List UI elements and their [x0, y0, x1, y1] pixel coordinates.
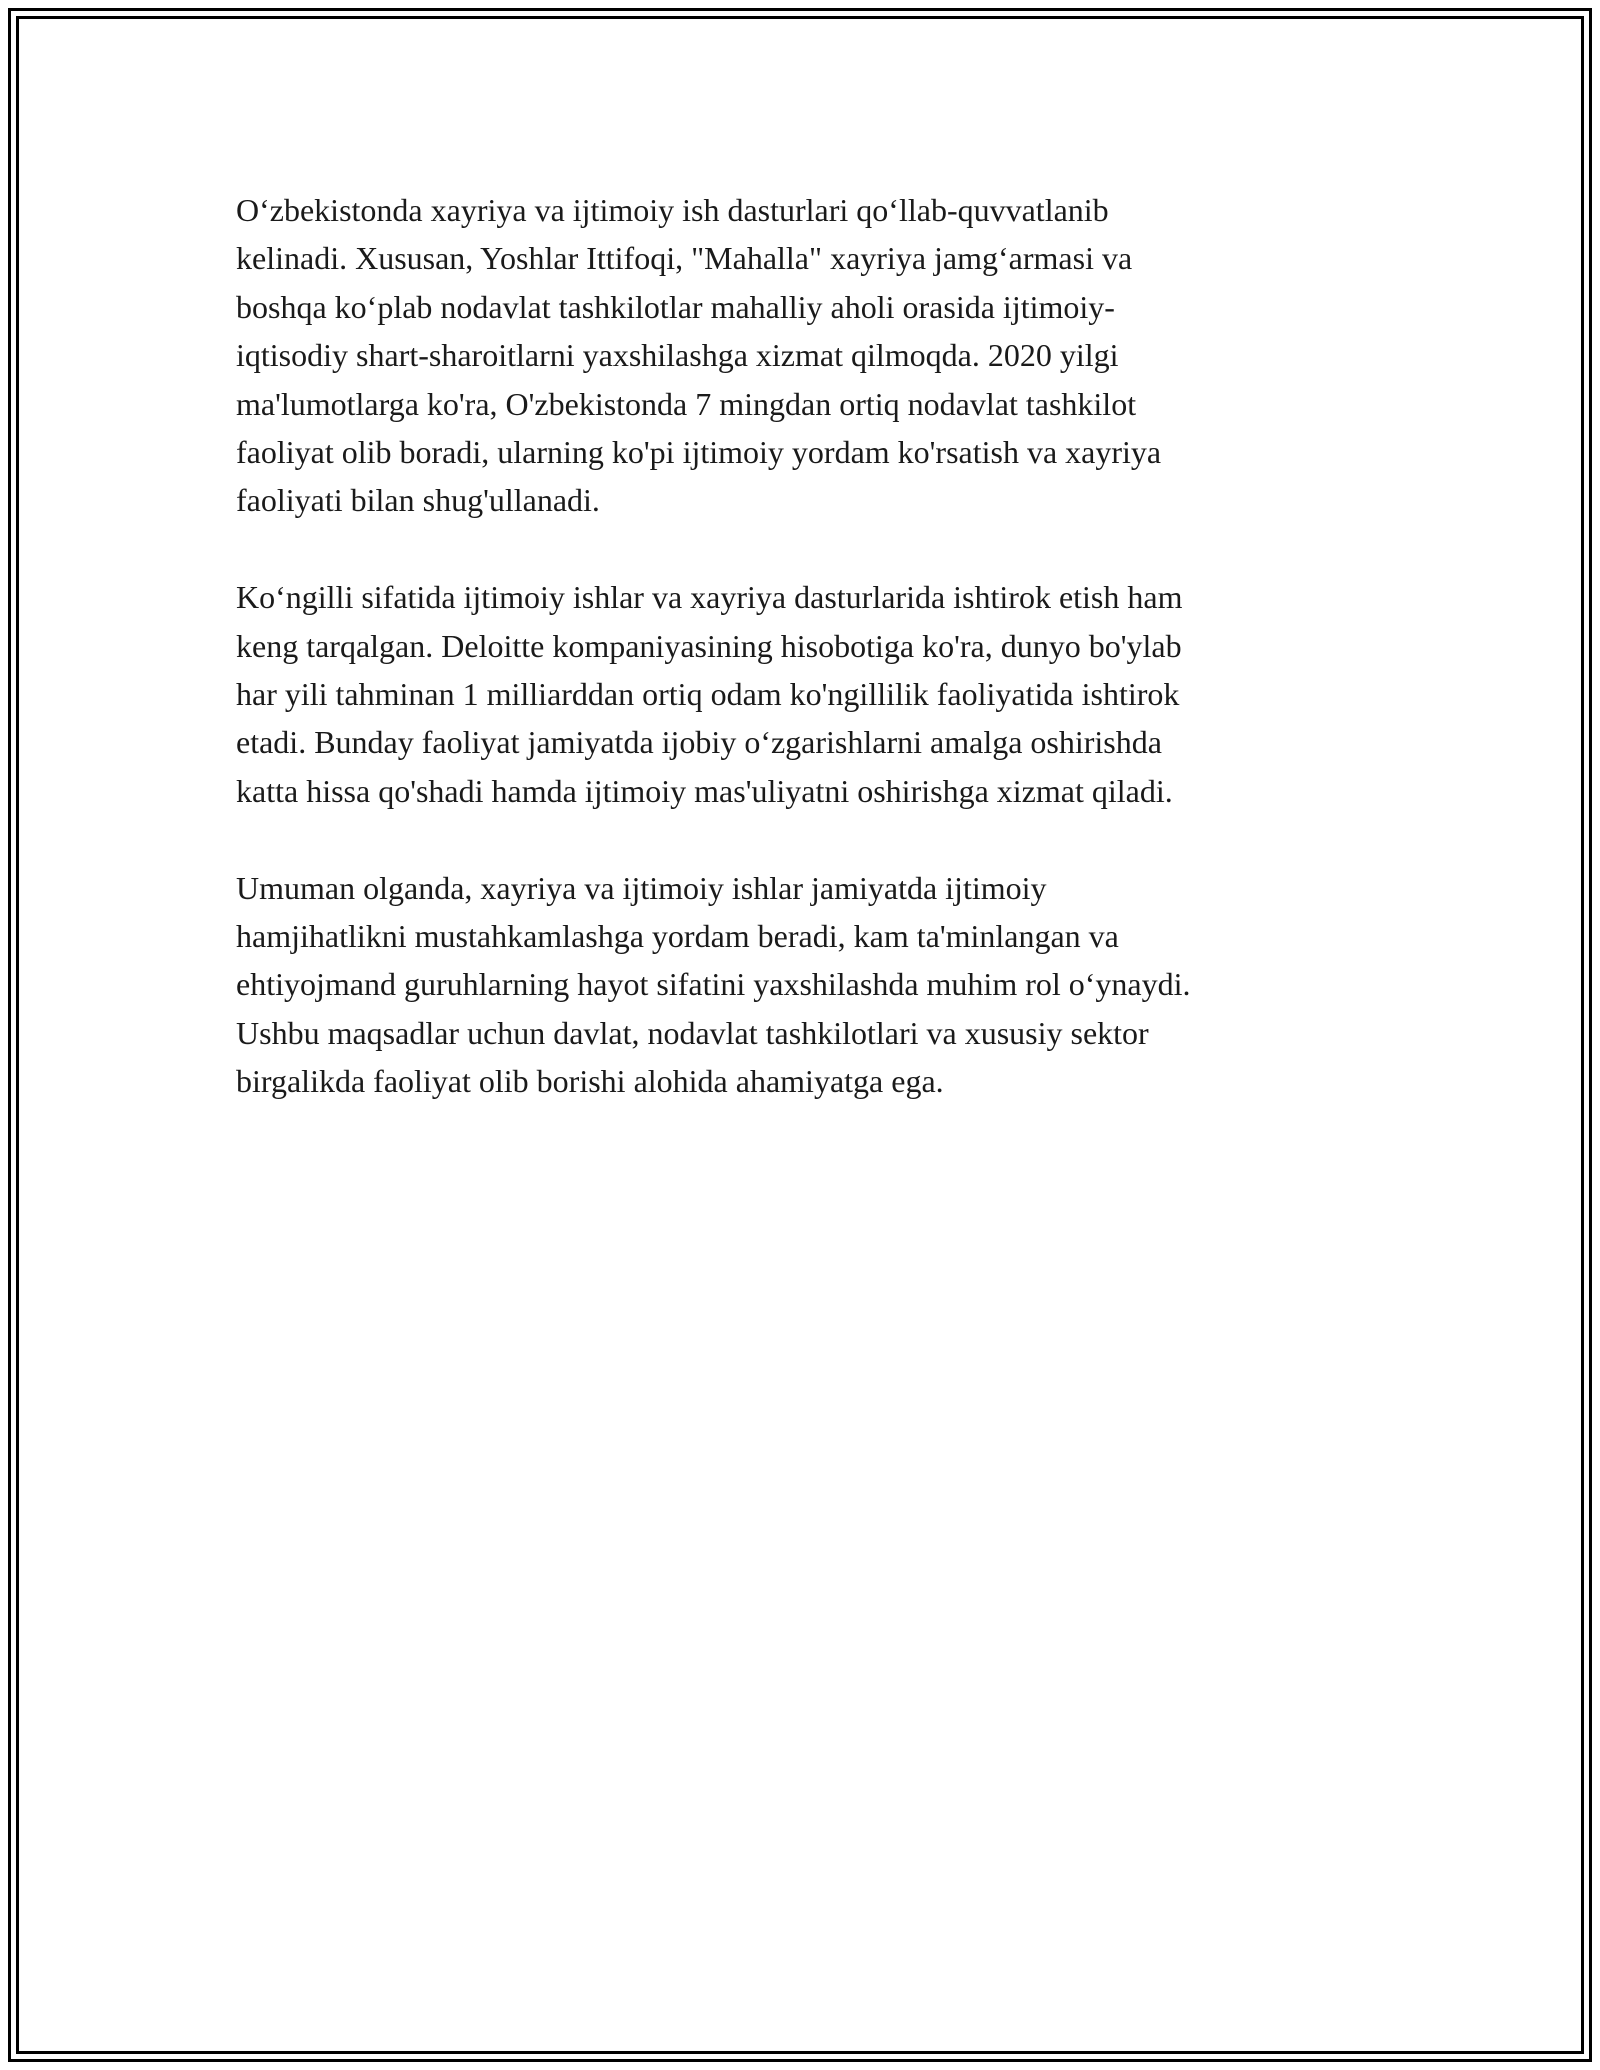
text-line: boshqa ko‘plab nodavlat tashkilotlar mahalliy aholi orasida ijtimoiy- [236, 288, 1115, 325]
text-line: iqtisodiy shart-sharoitlarni yaxshilashga xizmat qilmoqda. 2020 yilgi [236, 337, 1119, 374]
paragraph-charity-programs [236, 186, 1346, 525]
text-line: har yili tahminan 1 milliarddan ortiq odam ko'ngillilik faoliyatida ishtirok [236, 676, 1180, 713]
text-line: keng tarqalgan. Deloitte kompaniyasining hisobotiga ko'ra, dunyo bo'ylab [236, 627, 1182, 664]
text-line: Ko‘ngilli sifatida ijtimoiy ishlar va xayriya dasturlarida ishtirok etish ham [236, 579, 1183, 616]
paragraph-conclusion [236, 864, 1346, 1106]
text-line: katta hissa qo'shadi hamda ijtimoiy mas'uliyatni oshirishga xizmat qiladi. [236, 772, 1173, 809]
paragraph-volunteering [236, 573, 1346, 815]
text-line: ma'lumotlarga ko'ra, O'zbekistonda 7 mingdan ortiq nodavlat tashkilot [236, 385, 1137, 422]
text-line: faoliyat olib boradi, ularning ko'pi ijtimoiy yordam ko'rsatish va xayriya [236, 434, 1162, 471]
text-line: ehtiyojmand guruhlarning hayot sifatini yaxshilashda muhim rol o‘ynaydi. [236, 966, 1191, 1003]
text-line: Umuman olganda, xayriya va ijtimoiy ishlar jamiyatda ijtimoiy [236, 869, 1047, 906]
text-line: faoliyati bilan shug'ullanadi. [236, 482, 600, 519]
text-line: Ushbu maqsadlar uchun davlat, nodavlat tashkilotlari va xususiy sektor [236, 1014, 1149, 1051]
text-line: hamjihatlikni mustahkamlashga yordam beradi, kam ta'minlangan va [236, 918, 1119, 955]
text-line: birgalikda faoliyat olib borishi alohida ahamiyatga ega. [236, 1063, 944, 1100]
document-body [236, 186, 1346, 1154]
text-line: O‘zbekistonda xayriya va ijtimoiy ish dasturlari qo‘llab-quvvatlanib [236, 192, 1109, 228]
text-line: kelinadi. Xususan, Yoshlar Ittifoqi, "Mahalla" xayriya jamg‘armasi va [236, 240, 1133, 277]
text-line: etadi. Bunday faoliyat jamiyatda ijobiy o‘zgarishlarni amalga oshirishda [236, 724, 1162, 761]
